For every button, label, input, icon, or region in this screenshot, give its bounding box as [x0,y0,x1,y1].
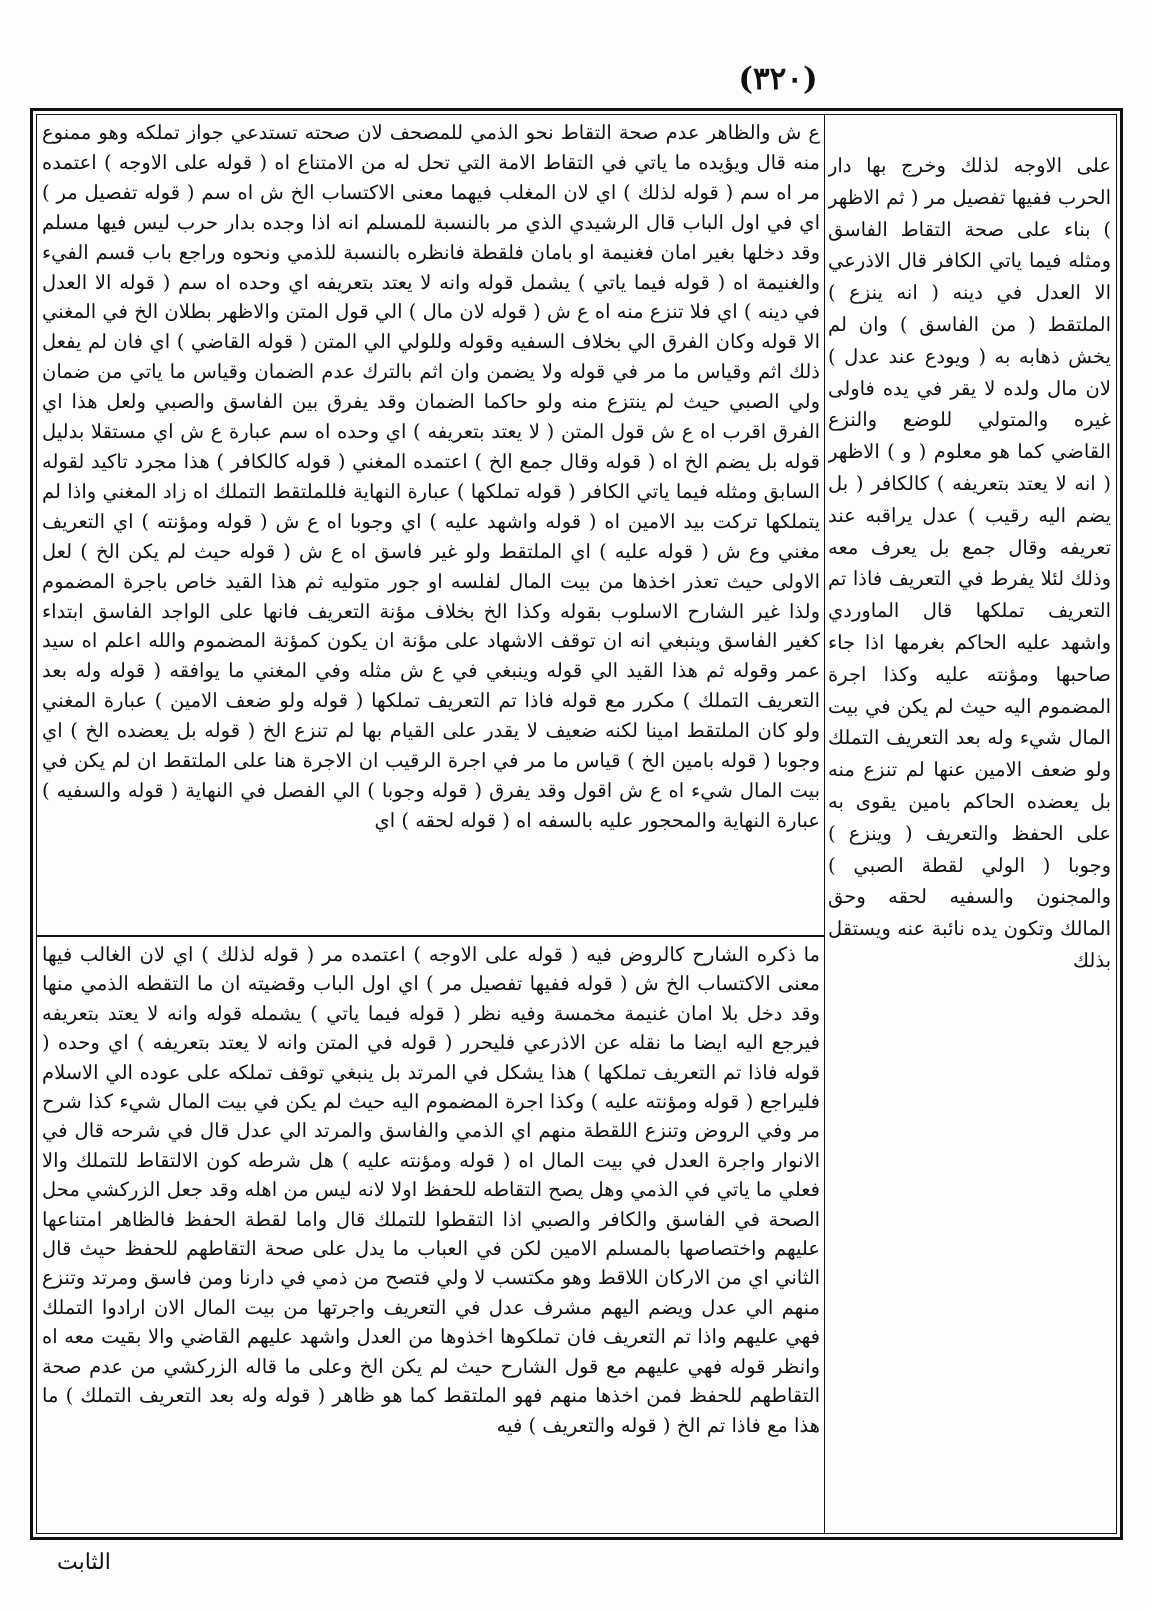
section-divider [36,935,824,937]
commentary-upper-text: ع ش والظاهر عدم صحة التقاط نحو الذمي للمصحف لان صحته تستدعي جواز تملكه وهو ممنوع منه قال ويؤيده ما ياتي في التقاط الامة التي تحل له من الامتناع اه ( قوله على الاوجه ) اعتمده مر اه سم ( قوله لذلك ) اي لان المغلب فيهما معنى الاكتساب الخ ش اه سم ( قوله تفصيل مر ) اي في اول الباب قال الرشيدي الذي مر بالنسبة للمسلم انه اذا وجده بدار حرب ليس فيها مسلم وقد دخلها بغير امان فغنيمة او بامان فلقطة فانظره بالنسبة للذمي ونحوه وراجع باب قسم الفيء والغنيمة اه ( قوله فيما ياتي ) يشمل قوله وانه لا يعتد بتعريفه اي وحده اه سم ( قوله الا العدل في دينه ) اي فلا تنزع منه اه ع ش ( قوله لان مال ) الي قول المتن والاظهر بطلان الخ في المغني الا قوله وكان الفرق الي بخلاف السفيه وقوله وللولي الي المتن ( قوله القاضي ) اي فان لم يفعل ذلك اثم وقياس ما مر في قوله ولا يضمن وان اثم بالترك عدم الضمان وقياس ما ياتي من ضمان ولي الصبي حيث لم ينتزع منه ولو حاكما الضمان وقد يفرق بين الفاسق والصبي ولعل هذا اي الفرق اقرب اه ع ش قول المتن ( لا يعتد بتعريفه ) اي وحده اه سم عبارة ع ش اي مستقلا بدليل قوله بل يضم الخ اه ( قوله وقال جمع الخ ) اعتمده المغني ( قوله كالكافر ) هذا مجرد تاكيد لقوله السابق ومثله فيما ياتي الكافر ( قوله تملكها ) عبارة النهاية فللملتقط التملك اه زاد المغني واذا لم يتملكها تركت بيد الامين اه ( قوله واشهد عليه ) اي وجوبا اه ع ش ( قوله ومؤنته ) اي التعريف مغني وع ش ( قوله عليه ) اي الملتقط ولو غير فاسق اه ع ش ( قوله حيث لم يكن الخ ) لعل الاولى حيث تعذر اخذها من بيت المال لفلسه او جور متوليه ثم هذا القيد خاص باجرة المضموم ولذا غير الشارح الاسلوب بقوله وكذا الخ بخلاف مؤنة التعريف فانها على الواجد الفاسق ابتداء كغير الفاسق وينبغي انه ان توقف الاشهاد على مؤنة ان يكون كمؤنة المضموم والله اعلم اه سيد عمر وقوله ثم هذا القيد الي قوله وينبغي في ع ش مثله وفي المغني ما يوافقه ( قوله وله بعد التعريف التملك ) مكرر مع قوله فاذا تم التعريف تملكها ( قوله ولو ضعف الامين ) عبارة المغني ولو كان الملتقط امينا لكنه ضعيف لا يقدر على القيام بها لم تنزع الخ ( قوله بل يعضده الخ ) اي وجوبا ( قوله بامين الخ ) قياس ما مر في اجرة الرقيب ان الاجرة هنا على الملتقط ان لم يكن في بيت المال شيء اه ع ش اقول وقد يفرق ( قوله وجوبا ) الي الفصل في النهاية ( قوله والسفيه ) عبارة النهاية والمحجور عليه بالسفه اه ( قوله لحقه ) اي [42,121,820,832]
catchword: الثابت [57,1550,111,1575]
column-divider [824,114,825,1534]
main-text-margin [828,150,1111,1530]
commentary-upper [42,118,820,932]
page-number: (٣٢٠) [738,61,818,97]
commentary-lower-text: ما ذكره الشارح كالروض فيه ( قوله على الاوجه ) اعتمده مر ( قوله لذلك ) اي لان الغالب فيها معنى الاكتساب الخ ش ( قوله ففيها تفصيل مر ) اي اول الباب وقضيته ان ما التقطه الذمي منها وقد دخل بلا امان غنيمة مخمسة وفيه نظر ( قوله فيما ياتي ) يشمله قوله وانه لا يعتد بتعريفه فيرجع اليه ايضا ما نقله عن الاذرعي فليحرر ( قوله في المتن وانه لا يعتد بتعريفه ) اي وحده ( قوله فاذا تم التعريف تملكها ) هذا يشكل في المرتد بل ينبغي توقف تملكه على عوده الي الاسلام فليراجع ( قوله ومؤنته عليه ) وكذا اجرة المضموم اليه حيث لم يكن في بيت المال شيء كذا شرح مر وفي الروض وتنزع اللقطة منهم اي الذمي والفاسق والمرتد الي عدل قال في شرحه قال في الانوار واجرة العدل في بيت المال اه ( قوله ومؤنته عليه ) هل شرطه كون الالتقاط للتملك والا فعلي ما ياتي في الذمي وهل يصح التقاطه للحفظ اولا لانه ليس من اهله وقد جعل الزركشي محل الصحة في الفاسق والكافر والصبي اذا التقطوا للتملك قال واما لقطة الحفظ فالظاهر امتناعها عليهم واختصاصها بالمسلم الامين لكن في العباب ما يدل على صحة التقاطهم للحفظ حيث قال الثاني اي من الاركان اللاقط وهو مكتسب لا ولي فتصح من ذمي في دارنا ومن فاسق ومرتد وتنزع منهم الي عدل ويضم اليهم مشرف عدل في التعريف واجرتها من بيت المال الان ارادوا التملك فهي عليهم واذا تم التعريف فان تملكوها اخذوها من العدل واشهد عليهم القاضي والا بقيت معه اه وانظر قوله فهي عليهم مع قول الشارح حيث لم يكن الخ وعلى ما قاله الزركشي من عدم صحة التقاطهم للحفظ فمن اخذها منهم فهو الملتقط كما هو ظاهر ( قوله وله بعد التعريف التملك ) ما هذا مع فاذا تم الخ ( قوله والتعريف ) فيه [42,943,820,1437]
main-text: على الاوجه لذلك وخرج بها دار الحرب ففيها تفصيل مر ( ثم الاظهر ) بناء على صحة التقاط الفاسق ومثله فيما ياتي الكافر قال الاذرعي الا العدل في دينه ( انه ينزع ) الملتقط ( من الفاسق ) وان لم يخش ذهابه به ( ويودع عند عدل ) لان مال ولده لا يقر في يده فاولى غيره والمتولي للوضع والنزع القاضي كما هو معلوم ( و ) الاظهر ( انه لا يعتد بتعريفه ) كالكافر ( بل يضم اليه رقيب ) عدل يراقبه عند تعريفه وقال جمع بل يعرف معه وذلك لئلا يفرط في التعريف فاذا تم التعريف تملكها قال الماوردي واشهد عليه الحاكم بغرمها اذا جاء صاحبها ومؤنته عليه وكذا اجرة المضموم اليه حيث لم يكن في بيت المال شيء وله بعد التعريف التملك ولو ضعف الامين عنها لم تنزع منه بل يعضده الحاكم بامين يقوى به على الحفظ والتعريف ( وينزع ) وجوبا ( الولي لقطة الصبي ) والمجنون والسفيه لحقه وحق المالك وتكون يده نائبة عنه ويستقل بذلك [828,154,1111,972]
commentary-lower [42,940,820,1532]
